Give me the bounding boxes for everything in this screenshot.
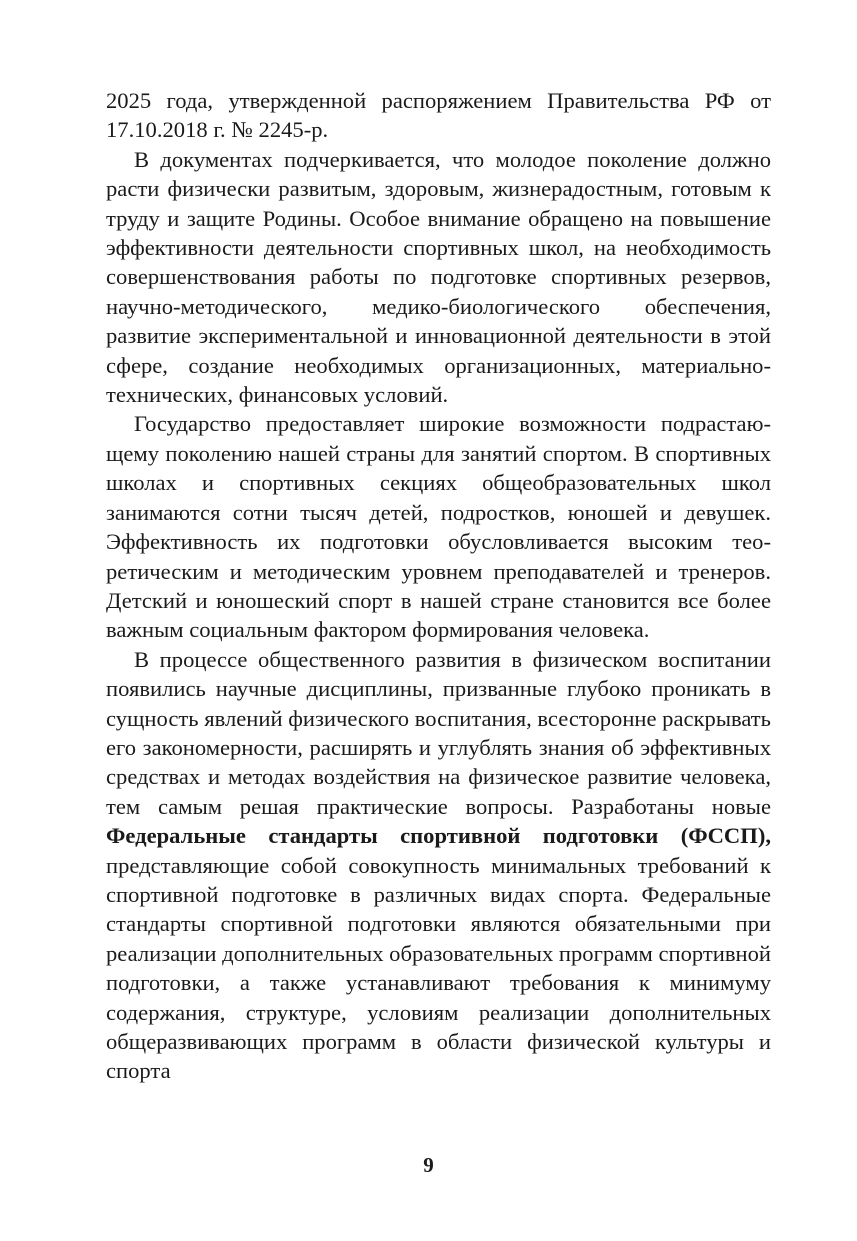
paragraph-4	[106, 645, 771, 1086]
bold-term-fssp: Федеральные стандарты спортивной подготовки (ФССП),	[106, 823, 771, 849]
page-number: 9	[423, 1153, 434, 1177]
paragraph-1-continuation: 2025 года, утвержденной распоряжением Правительства РФ от 17.10.2018 г. № 2245-р.	[106, 88, 771, 143]
paragraph-2: В документах подчеркивается, что молодое поколение должно расти физически развитым, здоровым, жизнерадостным, готовым к труду и защите Родины. Особое внимание обращено на повышение эффективности деятельности спортивных школ, на необходимость совершенствования работы по подготовке спортивных резервов, научно-методического, медико-биологического обеспечения, развитие экспериментальной и инновационной деятельности в этой сфере, создание необходимых организационных, материально-технических, финансовых условий.	[106, 146, 771, 408]
page-body	[106, 86, 771, 1086]
paragraph-4-text-after: представляющие собой совокупность минимальных требований к спортивной подготовке в различных видах спорта. Федеральные стандарты спортивной подготовки являются обязательными при реализации дополнительных образовательных программ спортивной подготовки, а также устанавливают требования к минимуму содержания, структуре, условиям реализации дополнительных общеразвивающих программ в области физической культуры и спорта	[106, 852, 771, 1084]
paragraph-3: Государство предоставляет широкие возможности подрастающему поколению нашей страны для занятий спортом. В спортивных школах и спортивных секциях общеобразовательных школ занимаются сотни тысяч детей, подростков, юношей и девушек. Эффективность их подготовки обусловливается высоким теоретическим и методическим уровнем преподавателей и тренеров. Детский и юношеский спорт в нашей стране становится все более важным социальным фактором формирования человека.	[106, 411, 771, 643]
paragraph-4-text-before: В процессе общественного развития в физическом воспитании появились научные дисциплины, призванные глубоко проникать в сущность явлений физического воспитания, всесторонне раскрывать его закономерности, расширять и углублять знания об эффективных средствах и методах воздействия на физическое развитие человека, тем самым решая практические вопросы. Разработаны новые	[106, 646, 771, 819]
